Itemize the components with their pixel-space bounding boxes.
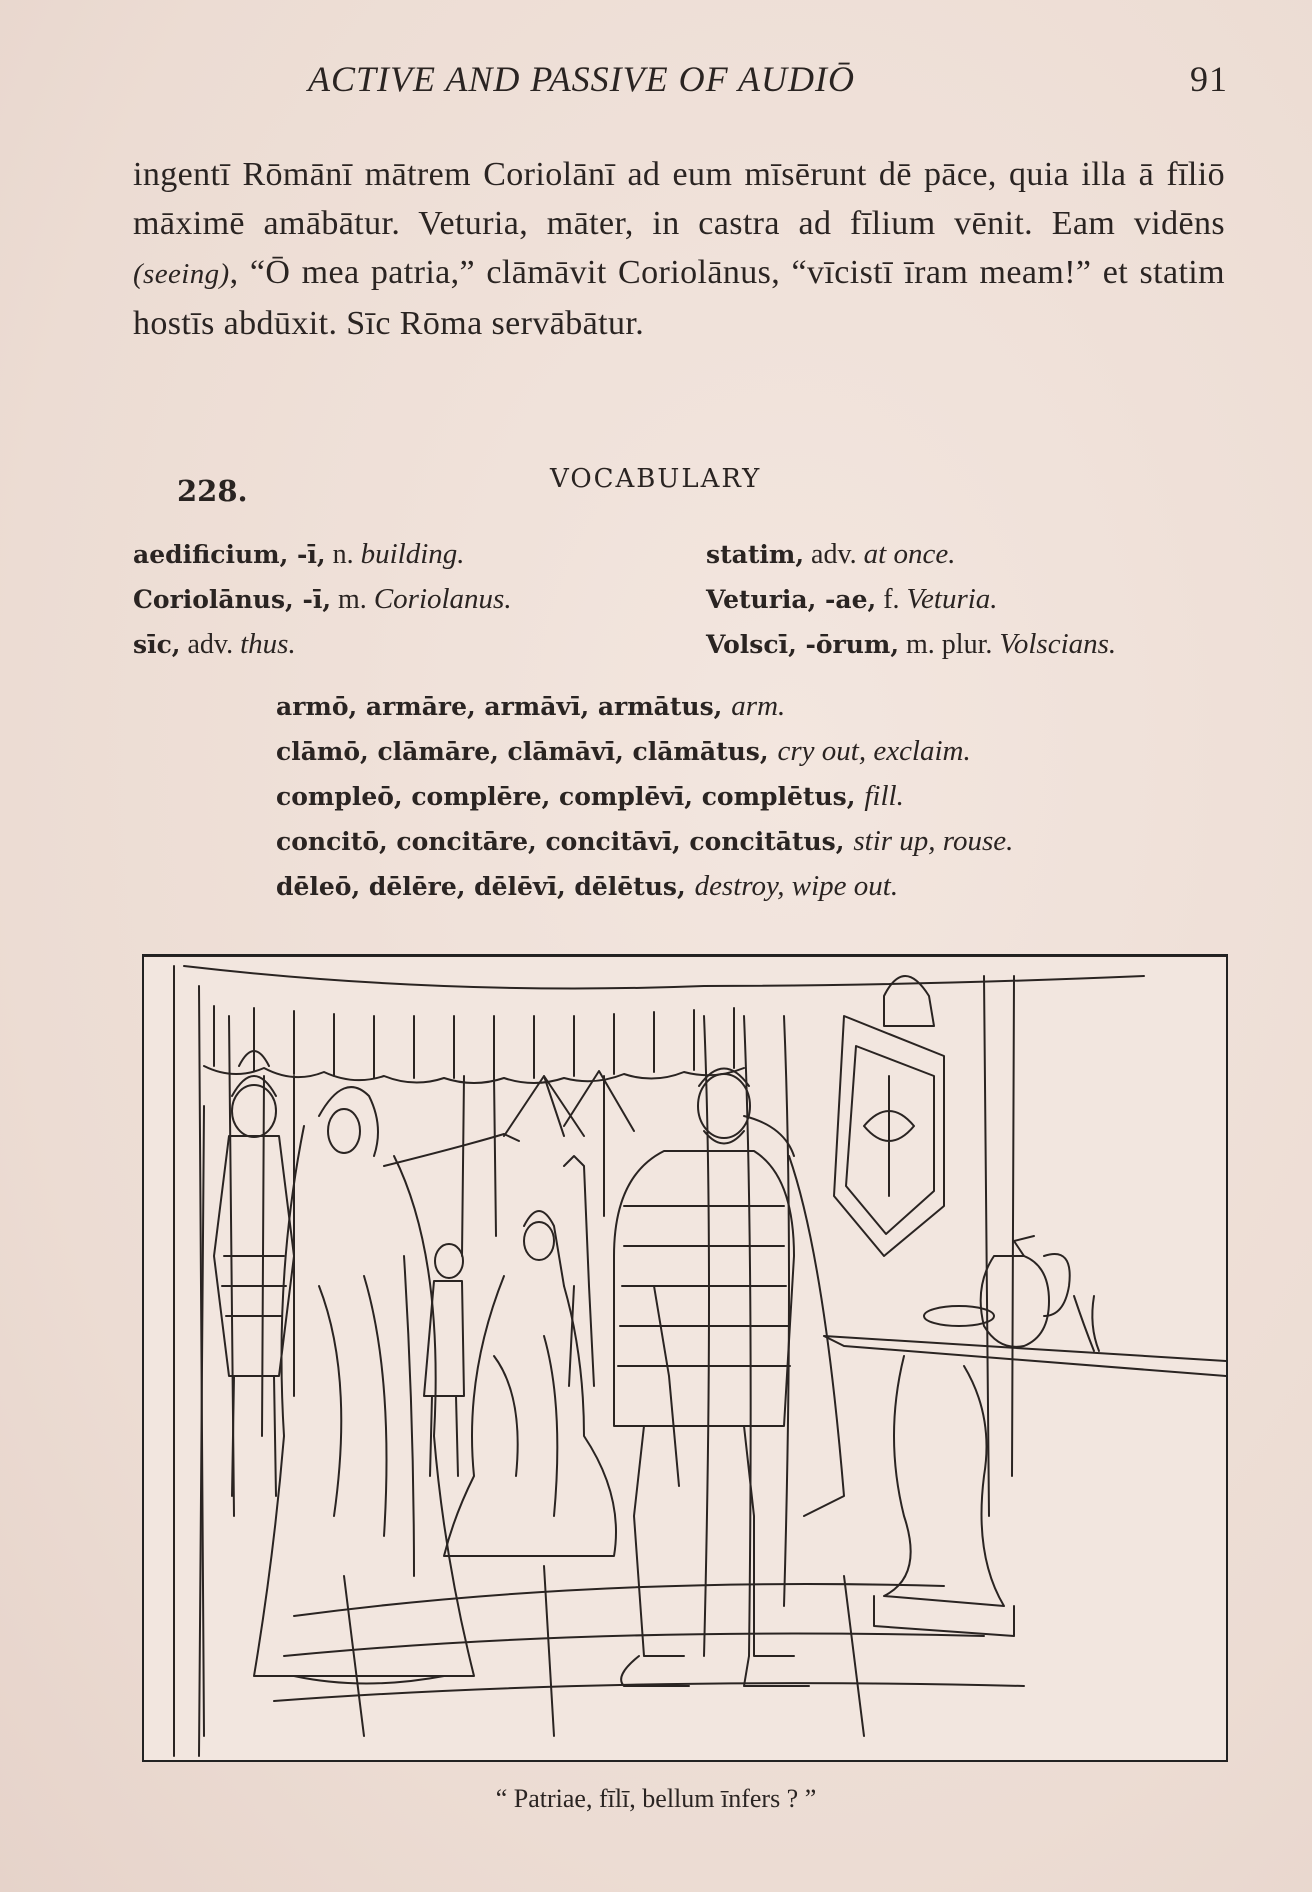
verb-principal-parts: compleō, complēre, complēvī, complētus, <box>276 782 856 811</box>
page-number: 91 <box>1190 59 1228 99</box>
vocabulary-right-column <box>706 532 1116 667</box>
verb-entry <box>276 729 1013 774</box>
vocab-word: aedificium, -ī, <box>133 540 326 569</box>
verb-meaning: stir up, rouse. <box>853 825 1014 857</box>
vocab-grammar: adv. <box>804 539 864 570</box>
illustration-veturia-coriolanus <box>142 954 1228 1762</box>
page-header-title: ACTIVE AND PASSIVE OF AUDIŌ <box>308 59 855 99</box>
verb-entry <box>276 819 1013 864</box>
vocab-entry <box>706 532 1116 577</box>
verb-principal-parts: armō, armāre, armāvī, armātus, <box>276 692 723 721</box>
verb-principal-parts: clāmō, clāmāre, clāmāvī, clāmātus, <box>276 737 769 766</box>
verb-entry <box>276 684 1013 729</box>
vocab-meaning: Veturia. <box>906 583 998 615</box>
verb-meaning: fill. <box>864 780 904 812</box>
vocab-grammar: m. plur. <box>899 629 1000 660</box>
verb-meaning: arm. <box>731 690 786 722</box>
vocab-meaning: at once. <box>863 538 956 570</box>
vocab-entry <box>706 577 1116 622</box>
vocab-word: Volscī, -ōrum, <box>706 630 900 659</box>
paragraph-text-after: , “Ō mea patria,” clāmāvit Coriolānus, “vīcistī īram meam!” et statim hostīs abdūxit. Sīc Rōma servābātur. <box>133 254 1225 342</box>
vocab-entry <box>706 622 1116 667</box>
vocab-grammar: f. <box>876 584 907 615</box>
paragraph-text-before: ingentī Rōmānī mātrem Coriolānī ad eum mīsērunt dē pāce, quia illa ā fīliō māximē amābātur. Veturia, māter, in castra ad fīlium vēnit. Eam vidēns <box>133 156 1225 242</box>
vocab-entry <box>133 532 512 577</box>
vocab-grammar: adv. <box>180 629 241 660</box>
vocab-word: Coriolānus, -ī, <box>133 585 332 614</box>
vocab-word: sīc, <box>133 630 181 659</box>
verb-principal-parts: concitō, concitāre, concitāvī, concitātus, <box>276 827 845 856</box>
illustration-caption: “ Patriae, fīlī, bellum īnfers ? ” <box>495 1784 817 1813</box>
vocab-meaning: building. <box>360 538 465 570</box>
verb-meaning: destroy, wipe out. <box>694 870 899 902</box>
verb-principal-parts: dēleō, dēlēre, dēlēvī, dēlētus, <box>276 872 686 901</box>
running-head <box>308 58 1228 108</box>
vocab-entry <box>133 577 512 622</box>
verb-entry <box>276 774 1013 819</box>
vocab-entry <box>133 622 512 667</box>
engraving-icon <box>144 956 1226 1760</box>
vocab-meaning: thus. <box>240 628 296 660</box>
vocabulary-heading: VOCABULARY <box>550 464 762 494</box>
vocab-grammar: n. <box>325 539 361 570</box>
verb-entry <box>276 864 1013 909</box>
vocab-grammar: m. <box>331 584 374 615</box>
vocab-word: Veturia, -ae, <box>706 585 877 614</box>
section-number: 228. <box>177 474 248 508</box>
reading-paragraph <box>133 150 1225 348</box>
verb-meaning: cry out, exclaim. <box>777 735 971 767</box>
vocabulary-left-column <box>133 532 512 667</box>
vocabulary-verbs <box>276 684 1013 909</box>
paragraph-gloss: (seeing) <box>133 258 230 290</box>
vocab-meaning: Volscians. <box>999 628 1117 660</box>
vocab-meaning: Coriolanus. <box>373 583 512 615</box>
vocab-word: statim, <box>706 540 805 569</box>
